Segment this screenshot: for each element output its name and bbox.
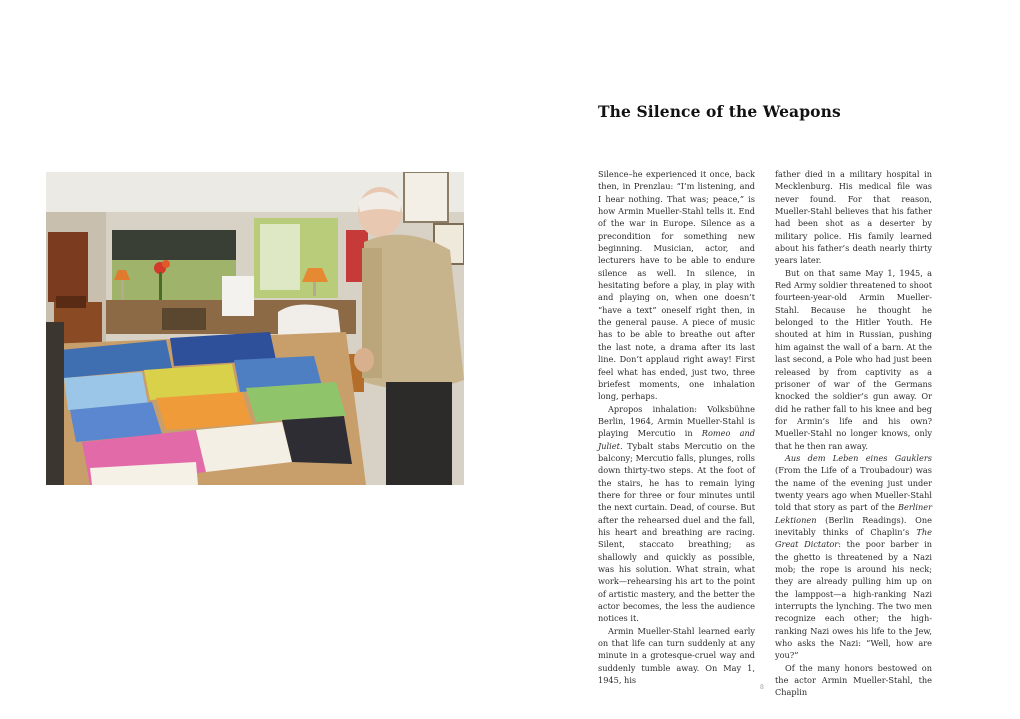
evening-title: Aus dem Leben eines Gauklers xyxy=(785,452,932,463)
living-room-photo xyxy=(46,172,464,485)
paragraph: But on that same May 1, 1945, a Red Army soldier threatened to shoot fourteen-year-old Armin Mueller-Stahl. Because he thought he belonged to the Hitler Youth. He shouted at him in Russian, pushing him against the wall of a barn. At the last second, a Pole who had just been released by from captivity as a prisoner of war of the Germans knocked the soldier’s gun away. Or did he rather fall to his knee and beg for Armin’s life and his own? Mueller-Stahl no longer knows, only that he then ran away. xyxy=(775,267,932,451)
film-title: The Great Dictator xyxy=(775,526,932,550)
chapter-title: The Silence of the Weapons xyxy=(598,102,841,121)
text-column-right xyxy=(775,168,932,699)
text-column-left xyxy=(598,168,755,686)
page-number: 8 xyxy=(760,684,764,691)
paragraph: Armin Mueller-Stahl learned early on that life can turn suddenly at any minute in a grotesque-cruel way and suddenly tumble away. On May 1, 1945, his xyxy=(598,625,755,686)
paragraph: Silence–he experienced it once, back then, in Prenzlau: “I’m listening, and I hear nothing. That was; peace,” is how Armin Mueller-Stahl tells it. End of the war in Europe. Silence as a precondition for something new beginning. Musician, actor, and lecturers have to be able to endure silence as well. In silence, in hesitating before a play, in play with and playing on, when one doesn’t “have a text” oneself right then, in the general pause. A piece of music has to be able to breathe out after the last note, a drama after its last line. Don’t applaud right away! First feel what has ended, just two, three briefest moments, one inhalation long, perhaps. xyxy=(598,169,755,402)
paragraph: father died in a military hospital in Mecklenburg. His medical file was never found. For that reason, Mueller-Stahl believes that his father had been shot as a deserter by military police. His family learned about his father’s death nearly thirty years later. xyxy=(775,169,932,266)
paragraph: Apropos inhalation: Volksbühne Berlin, 1964, Armin Mueller-Stahl is playing Mercutio in Romeo and Juliet. Tybalt stabs Mercutio on the balcony; Mercutio falls, plunges, rolls down thirty-two steps. At the foot of the stairs, he has to remain lying there for three or four minutes until the next curtain. Dead, of course. But after the rehearsed duel and the fall, his heart and breathing are racing. Silent, staccato breathing; as shallowly and quickly as possible, was his solution. What strain, what work—rehearsing his art to the point of artistic mastery, and the better the actor becomes, the less the audience notices it. xyxy=(598,403,755,624)
series-title: Berliner Lektionen xyxy=(775,502,932,525)
paragraph: Of the many honors bestowed on the actor Armin Mueller-Stahl, the Chaplin xyxy=(775,662,932,698)
play-title: Romeo and Juliet xyxy=(598,428,755,451)
paragraph: Aus dem Leben eines Gauklers (From the Life of a Troubadour) was the name of the evening just under twenty years ago when Mueller-Stahl told that story as part of the Berliner Lektionen (Berlin Readings). One inevitably thinks of Chaplin’s The Great Dictator: the poor barber in the ghetto is threatened by a Nazi mob; the rope is around his neck; they are already pulling him up on the lamppost—a high-ranking Nazi interrupts the lynching. The two men recognize each other; the high-ranking Nazi owes his life to the Jew, who asks the Nazi: “Well, how are you?” xyxy=(775,452,932,661)
